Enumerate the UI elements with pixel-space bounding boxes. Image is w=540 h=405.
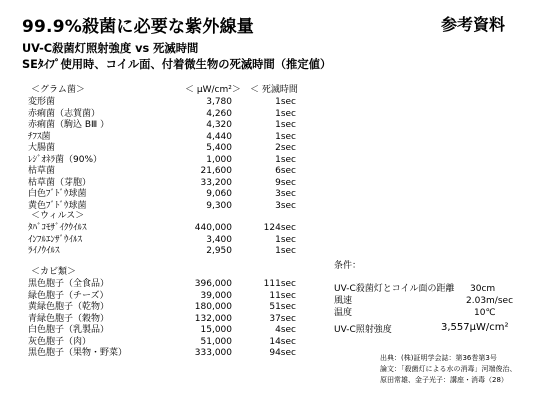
intensity-value: 5,400 bbox=[206, 143, 232, 153]
table-row bbox=[0, 154, 540, 166]
kill-time-value: 1sec bbox=[275, 246, 296, 256]
kill-time-value: 2sec bbox=[275, 143, 296, 153]
organism-name: 白色ﾌﾞﾄﾞｳ球菌 bbox=[28, 189, 87, 199]
organism-name: 青緑色胞子（穀物） bbox=[28, 313, 110, 324]
intensity-value: 33,200 bbox=[200, 177, 232, 188]
organism-name: 白色胞子（乳製品） bbox=[28, 325, 110, 335]
intensity-value: 39,000 bbox=[200, 290, 232, 301]
source-line-1: 出典：(株)証明学会誌：第36巻第3号 bbox=[380, 354, 497, 362]
organism-name: 緑色胞子（チーズ） bbox=[28, 290, 109, 301]
intensity-value: 4,320 bbox=[206, 120, 232, 130]
kill-time-value: 11sec bbox=[269, 290, 296, 301]
source-line-2: 論文：「殺菌灯による水の消毒」河端俊治、 bbox=[380, 365, 517, 373]
organism-name: ｲﾝﾌﾙｴﾝｻﾞｳｲﾙｽ bbox=[28, 234, 83, 245]
distance-value: 30cm bbox=[470, 284, 496, 294]
kill-time-value: 6sec bbox=[275, 166, 296, 176]
intensity-value: 180,000 bbox=[194, 302, 232, 312]
intensity-value: 3,557μW/cm² bbox=[441, 322, 509, 333]
organism-name: 赤痢菌（駒込 BⅢ ） bbox=[28, 120, 110, 130]
organism-name: 黒色胞子（全食品） bbox=[28, 279, 110, 289]
kill-time-value: 3sec bbox=[275, 200, 296, 211]
table-row bbox=[0, 245, 540, 257]
organism-name: ﾀﾊﾞｺﾓｻﾞｲｸｳｲﾙｽ bbox=[28, 223, 87, 233]
table-row bbox=[0, 188, 540, 200]
intensity-value: 396,000 bbox=[194, 279, 232, 289]
organism-name: 灰色胞子（肉） bbox=[28, 336, 92, 347]
organism-name: ﾚｼﾞｵﾈﾗ菌（90%） bbox=[28, 154, 103, 165]
intensity-value: 9,060 bbox=[206, 189, 232, 199]
table-row bbox=[0, 234, 540, 246]
subtitle-intensity-vs-time: UV-C殺菌灯照射強度 vs 死滅時間 bbox=[22, 42, 199, 55]
column-header-kill-time: ＜ 死滅時間 bbox=[250, 85, 298, 95]
source-line-3: 原田常雄、金子光子：講座・消毒（28） bbox=[380, 376, 508, 384]
table-row bbox=[0, 336, 540, 348]
organism-name: 変形菌 bbox=[28, 97, 56, 107]
intensity-value: 333,000 bbox=[194, 348, 232, 358]
column-header-intensity: ＜ μW/cm²＞ bbox=[185, 85, 241, 95]
intensity-value: 440,000 bbox=[194, 223, 232, 233]
group-label: ＜ウィルス＞ bbox=[31, 211, 85, 221]
organism-name: 黄緑色胞子（乾物） bbox=[28, 302, 110, 312]
intensity-value: 2,950 bbox=[206, 246, 232, 256]
table-row bbox=[0, 108, 540, 120]
intensity-value: 3,780 bbox=[206, 97, 232, 107]
organism-name: 黄色ﾌﾞﾄﾞｳ球菌 bbox=[28, 200, 87, 211]
intensity-value: 15,000 bbox=[200, 325, 232, 335]
airspeed-label: 風速 bbox=[334, 296, 353, 306]
kill-time-value: 1sec bbox=[275, 120, 296, 130]
kill-time-value: 1sec bbox=[275, 131, 296, 142]
table-row bbox=[0, 278, 540, 290]
kill-time-value: 124sec bbox=[263, 223, 296, 233]
kill-time-value: 3sec bbox=[275, 189, 296, 199]
kill-time-value: 111sec bbox=[263, 279, 296, 289]
intensity-value: 9,300 bbox=[206, 200, 232, 211]
intensity-value: 1,000 bbox=[206, 154, 232, 165]
reference-label: 参考資料 bbox=[441, 15, 506, 34]
table-row bbox=[0, 301, 540, 313]
airspeed-value: 2.03m/sec bbox=[466, 296, 514, 306]
intensity-value: 132,000 bbox=[194, 313, 232, 324]
kill-time-value: 1sec bbox=[275, 154, 296, 165]
table-row bbox=[0, 290, 540, 302]
organism-name: 枯草菌 bbox=[28, 166, 56, 176]
organism-name: ﾁﾌｽ菌 bbox=[28, 131, 51, 142]
kill-time-value: 1sec bbox=[275, 97, 296, 107]
table-row bbox=[0, 177, 540, 189]
page-title: 99.9%殺菌に必要な紫外線量 bbox=[22, 17, 254, 37]
table-row bbox=[0, 131, 540, 143]
temperature-label: 温度 bbox=[334, 308, 353, 318]
kill-time-value: 9sec bbox=[275, 177, 296, 188]
intensity-value: 3,400 bbox=[206, 234, 232, 245]
conditions-title: 条件： bbox=[334, 261, 362, 271]
kill-time-value: 37sec bbox=[269, 313, 296, 324]
subtitle-conditions: SEﾀｲﾌﾟ使用時、コイル面、付着微生物の死滅時間（推定値） bbox=[22, 58, 332, 71]
organism-name: 枯草菌（芽胞） bbox=[28, 177, 92, 188]
intensity-value: 4,440 bbox=[206, 131, 232, 142]
table-row bbox=[0, 142, 540, 154]
table-row bbox=[0, 119, 540, 131]
kill-time-value: 1sec bbox=[275, 108, 296, 119]
organism-name: 大腸菌 bbox=[28, 143, 56, 153]
kill-time-value: 1sec bbox=[275, 234, 296, 245]
group-label: ＜グラム菌＞ bbox=[31, 85, 85, 95]
group-label: ＜カビ類＞ bbox=[31, 267, 77, 277]
intensity-label: UV-C照射強度 bbox=[334, 325, 392, 335]
organism-name: ﾗｲﾉｳｲﾙｽ bbox=[28, 246, 60, 256]
kill-time-value: 14sec bbox=[269, 336, 296, 347]
table-row bbox=[0, 165, 540, 177]
distance-label: UV-C殺菌灯とコイル面の距離 bbox=[334, 284, 455, 294]
intensity-value: 51,000 bbox=[200, 336, 232, 347]
temperature-value: 10℃ bbox=[474, 308, 496, 318]
table-row bbox=[0, 96, 540, 108]
intensity-value: 21,600 bbox=[200, 166, 232, 176]
table-row bbox=[0, 222, 540, 234]
organism-name: 赤痢菌（志賀菌） bbox=[28, 108, 101, 119]
organism-name: 黒色胞子（果物・野菜） bbox=[28, 348, 128, 358]
intensity-value: 4,260 bbox=[206, 108, 232, 119]
kill-time-value: 94sec bbox=[269, 348, 296, 358]
kill-time-value: 51sec bbox=[269, 302, 296, 312]
kill-time-value: 4sec bbox=[275, 325, 296, 335]
